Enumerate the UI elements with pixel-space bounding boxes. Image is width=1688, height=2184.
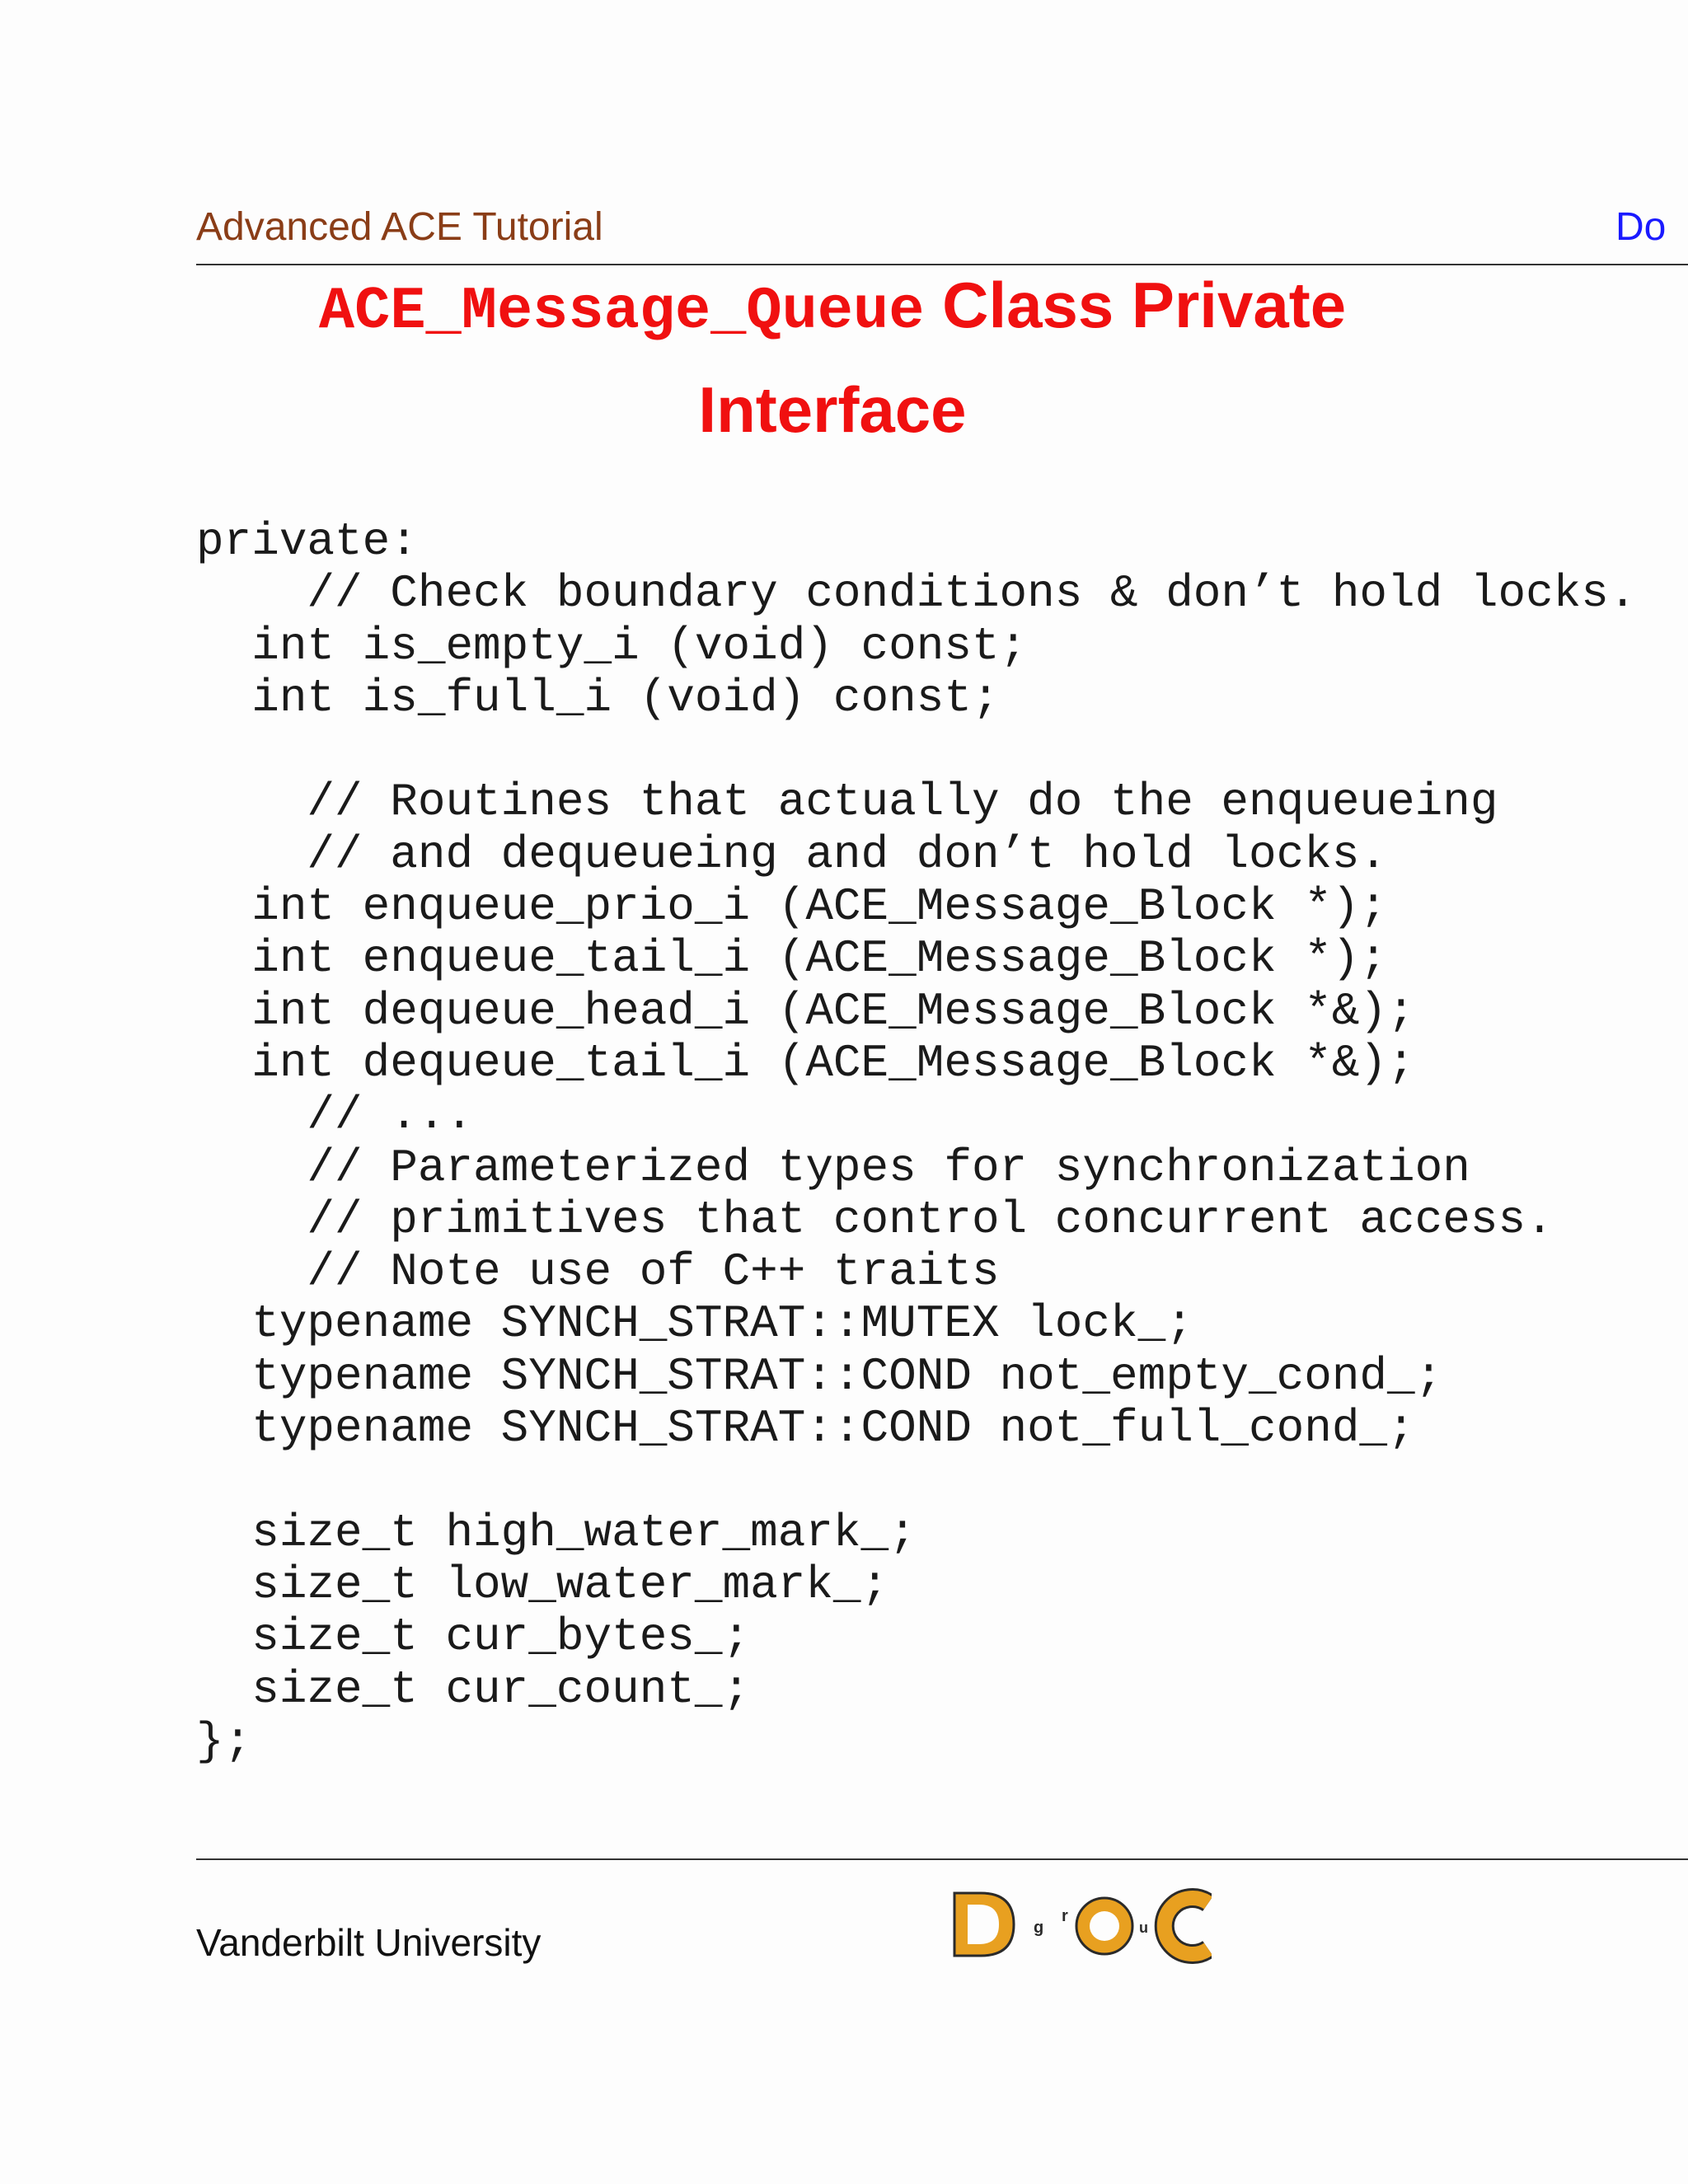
code-line: // Parameterized types for synchronization	[196, 1141, 1470, 1194]
header-author-link[interactable]: Do	[1615, 205, 1667, 249]
code-line: private:	[196, 515, 418, 568]
code-line: // Check boundary conditions & don’t hold locks.	[196, 567, 1637, 621]
logo-letter-d	[954, 1893, 1014, 1956]
code-line: int is_full_i (void) const;	[196, 671, 1000, 724]
code-line: int is_empty_i (void) const;	[196, 619, 1028, 673]
code-line	[196, 724, 1636, 776]
code-line: size_t cur_count_;	[196, 1662, 751, 1716]
logo-letter-o	[1076, 1898, 1132, 1954]
code-line: // ...	[196, 1089, 474, 1142]
code-line: int dequeue_head_i (ACE_Message_Block *&);	[196, 984, 1415, 1038]
code-line: size_t high_water_mark_;	[196, 1506, 917, 1559]
code-line	[196, 1455, 1636, 1507]
title-text-line1: Class Private	[924, 269, 1347, 341]
header-course-title: Advanced ACE Tutorial	[196, 205, 603, 249]
code-line: int enqueue_tail_i (ACE_Message_Block *);	[196, 932, 1388, 986]
logo-letter-c	[1165, 1898, 1208, 1954]
code-line: typename SYNCH_STRAT::COND not_full_cond_;	[196, 1402, 1415, 1455]
code-line: // Note use of C++ traits	[196, 1245, 1000, 1299]
footer-divider	[196, 1858, 1688, 1860]
logo-letter-g: g	[1034, 1919, 1044, 1937]
slide-title	[0, 262, 1665, 471]
logo-letter-p: p	[1159, 1921, 1168, 1938]
doc-group-logo	[948, 1883, 1212, 1966]
logo-letter-u: u	[1139, 1919, 1148, 1936]
code-line: // and dequeueing and don’t hold locks.	[196, 827, 1388, 881]
code-line: // Routines that actually do the enqueueing	[196, 776, 1498, 829]
title-text-line2: Interface	[698, 373, 967, 446]
code-line: typename SYNCH_STRAT::COND not_empty_cond_;	[196, 1349, 1443, 1403]
code-line: size_t cur_bytes_;	[196, 1610, 751, 1664]
code-line: int enqueue_prio_i (ACE_Message_Block *);	[196, 880, 1388, 934]
code-line: size_t low_water_mark_;	[196, 1558, 889, 1611]
title-class-name: ACE_Message_Queue	[318, 278, 925, 345]
code-line: int dequeue_tail_i (ACE_Message_Block *&);	[196, 1036, 1415, 1090]
code-line: };	[196, 1714, 252, 1768]
code-line: // primitives that control concurrent access.	[196, 1193, 1554, 1246]
logo-letter-r: r	[1062, 1907, 1068, 1925]
code-block	[196, 516, 1636, 1768]
footer-institution: Vanderbilt University	[196, 1921, 542, 1964]
code-line: typename SYNCH_STRAT::MUTEX lock_;	[196, 1297, 1193, 1351]
